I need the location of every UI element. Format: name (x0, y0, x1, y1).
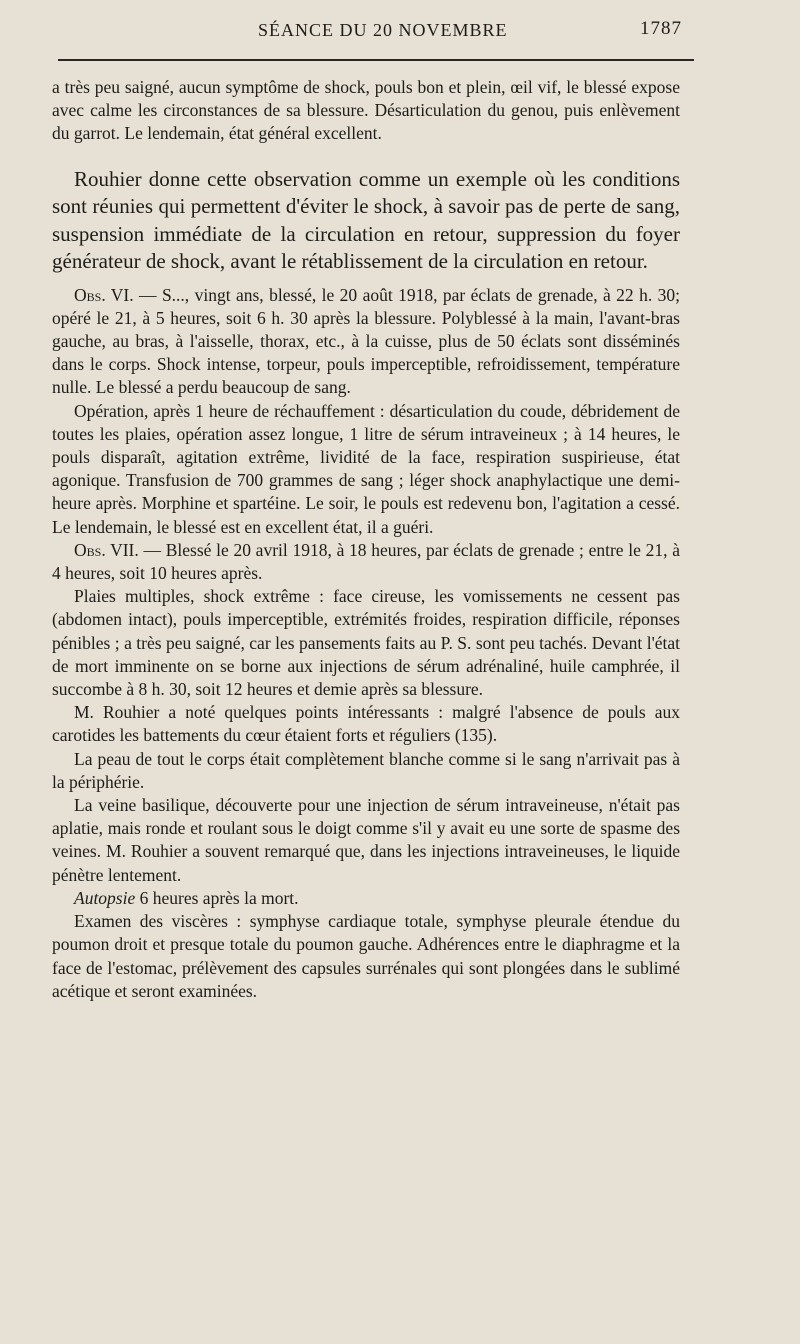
paragraph-rouhier-comment: Rouhier donne cette observation comme un exemple où les conditions sont réunies qui permettent d'éviter le shock, à savoir pas de perte de sang, suspension immédiate de la circulation en retour, suppression du foyer générateur de shock, avant le rétablissement de la circulation en retour. (52, 166, 680, 274)
paragraph-continuation: a très peu saigné, aucun symptôme de shock, pouls bon et plein, œil vif, le blessé expose avec calme les circonstances de sa blessure. Désarticulation du genou, puis enlèvement du garrot. Le lendemain, état général excellent. (52, 77, 680, 144)
obs-vii-text: — Blessé le 20 avril 1918, à 18 heures, par éclats de grenade ; entre le 21, à 4 heures, soit 10 heures après. (52, 539, 680, 584)
paragraph-autopsie (52, 887, 680, 910)
paragraph-peau: La peau de tout le corps était complètement blanche comme si le sang n'arrivait pas à la périphérie. (52, 748, 680, 792)
page-number: 1787 (640, 18, 682, 39)
body-text (52, 76, 680, 1003)
obs-vi-label: Obs. VI. (74, 284, 134, 305)
header-rule (58, 59, 694, 61)
autopsy-text: 6 heures après la mort. (135, 887, 299, 908)
paragraph-plaies: Plaies multiples, shock extrême : face cireuse, les vomissements ne cessent pas (abdomen intact), pouls imperceptible, extrémités froides, respiration difficile, réponses pénibles ; a très peu saigné, car les pansements faits au P. S. sont peu tachés. Devant l'état de mort imminente on se borne aux injections de sérum adrénaliné, huile camphrée, il succombe à 8 h. 30, soit 12 heures et demie après sa blessure. (52, 586, 680, 700)
page-header (50, 18, 682, 44)
obs-vi-text: — S..., vingt ans, blessé, le 20 août 1918, par éclats de grenade, à 22 h. 30; opéré le 21, à 5 heures, soit 6 h. 30 après la blessure. Polyblessé à la main, l'avant-bras gauche, au bras, à l'aisselle, thorax, etc., à la cuisse, plus de 50 éclats sont disséminés dans le corps. Shock intense, torpeur, pouls imperceptible, refroidissement, température nulle. Le blessé a perdu beaucoup de sang. (52, 284, 680, 398)
paragraph-veine: La veine basilique, découverte pour une injection de sérum intraveineuse, n'était pas aplatie, mais ronde et roulant sous le doigt comme s'il y avait eu une sorte de spasme des veines. M. Rouhier a souvent remarqué que, dans les injections intraveineuses, le liquide pénètre lentement. (52, 795, 680, 885)
paragraph-points-interessants: M. Rouhier a noté quelques points intéressants : malgré l'absence de pouls aux carotides les battements du cœur étaient forts et réguliers (135). (52, 702, 680, 746)
autopsy-label: Autopsie (74, 887, 136, 908)
paragraph-operation: Opération, après 1 heure de réchauffement : désarticulation du coude, débridement de toutes les plaies, opération assez longue, 1 litre de sérum intraveineux ; à 14 heures, le pouls disparaît, agitation extrême, lividité de la face, respiration suspirieuse, état agonique. Transfusion de 700 grammes de sang ; léger shock anaphylactique une demi-heure après. Morphine et spartéine. Le soir, le pouls est redevenu bon, l'agitation a cessé. Le lendemain, le blessé est en excellent état, il a guéri. (52, 400, 680, 537)
obs-vii-label: Obs. VII. (74, 539, 139, 560)
running-head: SÉANCE DU 20 NOVEMBRE (258, 20, 508, 40)
paragraph-obs-vii (52, 539, 680, 585)
paragraph-obs-vi (52, 284, 680, 400)
paragraph-examen: Examen des viscères : symphyse cardiaque totale, symphyse pleurale étendue du poumon droit et presque totale du poumon gauche. Adhérences entre le diaphragme et la face de l'estomac, prélèvement des capsules surrénales qui sont plongées dans le sublimé acétique et seront examinées. (52, 911, 680, 1001)
